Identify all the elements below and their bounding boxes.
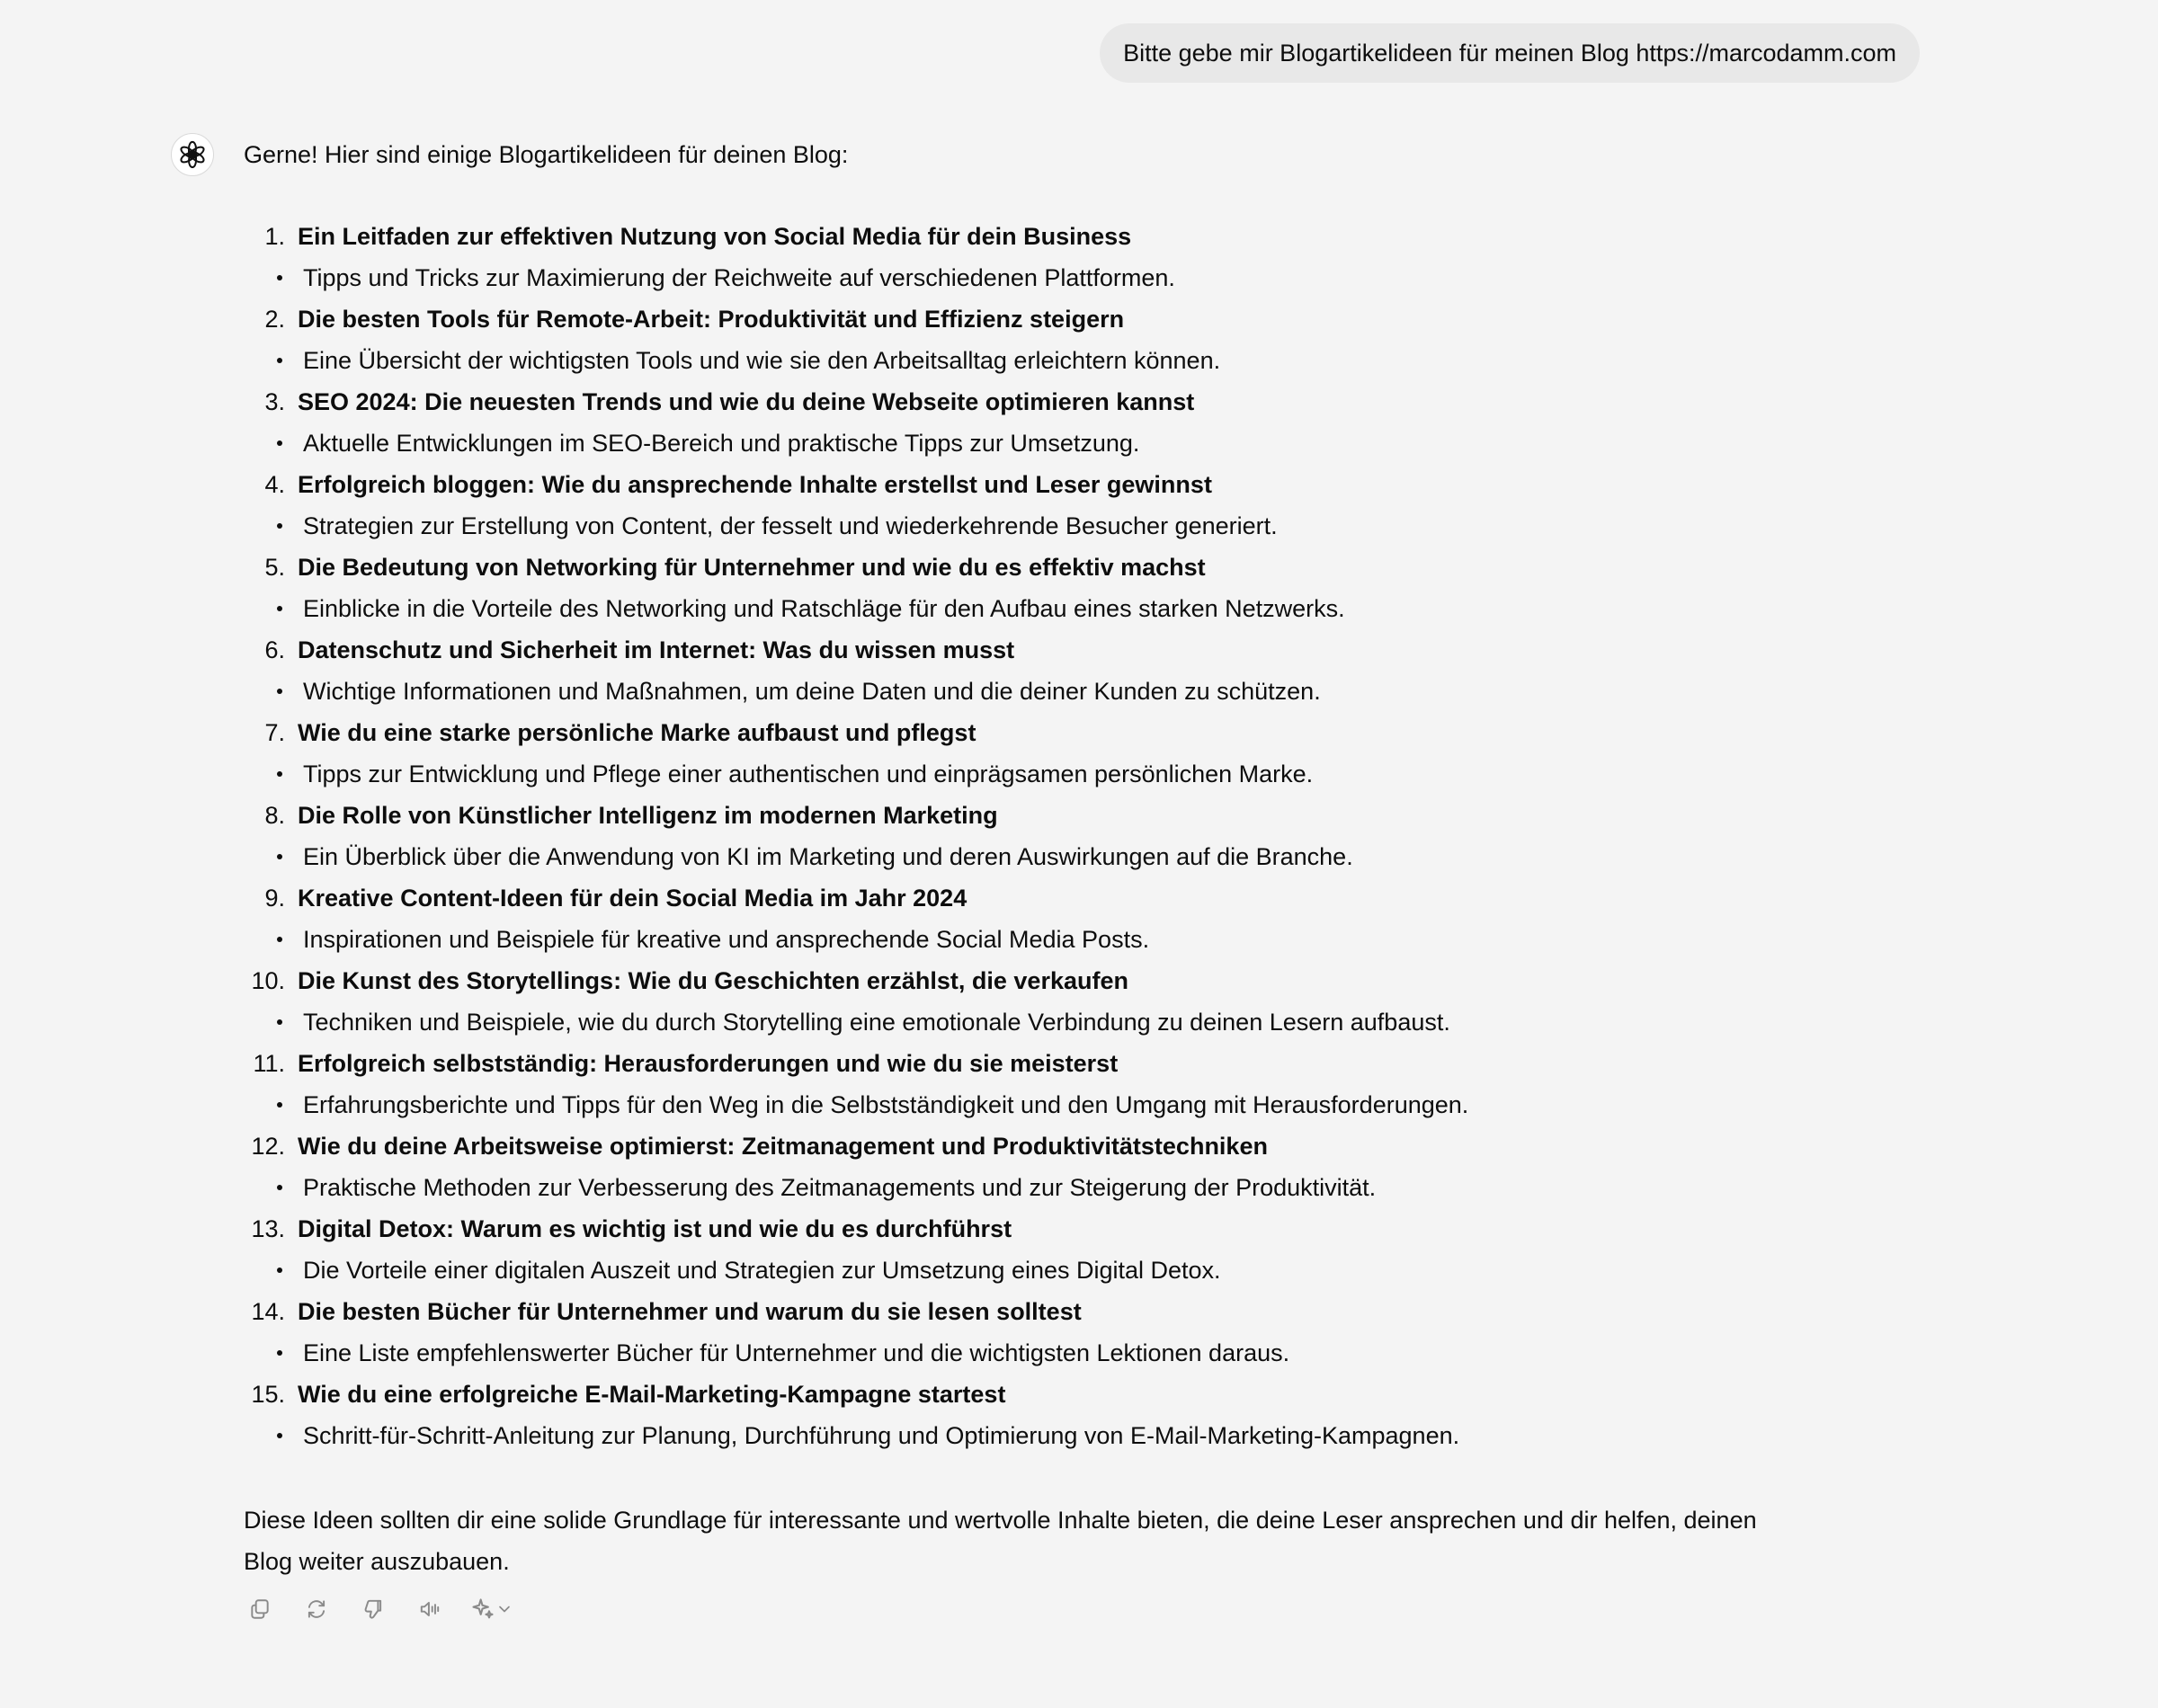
idea-item [244,712,1808,753]
idea-title: Die Bedeutung von Networking für Unternehmer und wie du es effektiv machst [298,554,1206,581]
bullet-dot [277,606,282,611]
idea-title: Wie du eine starke persönliche Marke aufbaust und pflegst [298,719,976,746]
idea-description: Strategien zur Erstellung von Content, der fesselt und wiederkehrende Besucher generiert. [303,512,1278,539]
idea-item [244,1374,1808,1415]
idea-title: Wie du eine erfolgreiche E-Mail-Marketing-Kampagne startest [298,1381,1006,1408]
idea-title: Digital Detox: Warum es wichtig ist und wie du es durchführst [298,1215,1012,1242]
idea-description-item [244,505,1808,547]
read-aloud-button[interactable] [414,1593,446,1625]
idea-item [244,464,1808,505]
bullet-dot [277,854,282,859]
idea-description-item [244,1250,1808,1291]
idea-description: Die Vorteile einer digitalen Auszeit und Strategien zur Umsetzung eines Digital Detox. [303,1257,1221,1284]
assistant-message [244,133,1808,1582]
idea-description: Techniken und Beispiele, wie du durch Storytelling eine emotionale Verbindung zu deinen Lesern aufbaust. [303,1009,1450,1036]
chevron-down-icon [495,1600,513,1618]
idea-description-item [244,1167,1808,1208]
idea-title: Datenschutz und Sicherheit im Internet: Was du wissen musst [298,636,1015,663]
speaker-icon [418,1597,441,1621]
refresh-icon [305,1597,328,1621]
copy-icon [248,1597,272,1621]
bullet-dot [277,1350,282,1356]
assistant-intro: Gerne! Hier sind einige Blogartikelideen für deinen Blog: [244,141,849,168]
idea-title: Die besten Tools für Remote-Arbeit: Produktivität und Effizienz steigern [298,306,1125,333]
idea-title: Die Kunst des Storytellings: Wie du Geschichten erzählst, die verkaufen [298,967,1128,994]
user-message-text: Bitte gebe mir Blogartikelideen für meinen Blog https://marcodamm.com [1123,40,1896,67]
idea-title: Erfolgreich selbstständig: Herausforderungen und wie du sie meisterst [298,1050,1119,1077]
idea-title: Die Rolle von Künstlicher Intelligenz im modernen Marketing [298,802,998,829]
idea-number: 3. [264,388,285,415]
bullet-dot [277,523,282,529]
idea-item [244,1125,1808,1167]
idea-title: Kreative Content-Ideen für dein Social Media im Jahr 2024 [298,885,968,912]
bullet-dot [277,1268,282,1273]
bullet-dot [277,440,282,446]
thumbs-down-button[interactable] [357,1593,389,1625]
idea-description: Inspirationen und Beispiele für kreative und ansprechende Social Media Posts. [303,926,1150,953]
idea-description: Eine Übersicht der wichtigsten Tools und wie sie den Arbeitsalltag erleichtern können. [303,347,1221,374]
idea-description: Praktische Methoden zur Verbesserung des Zeitmanagements und zur Steigerung der Produktivität. [303,1174,1377,1201]
idea-description: Tipps und Tricks zur Maximierung der Reichweite auf verschiedenen Plattformen. [303,264,1175,291]
bullet-dot [277,937,282,942]
idea-number: 5. [264,554,285,581]
idea-item [244,629,1808,671]
assistant-avatar [171,133,214,176]
idea-number: 8. [264,802,285,829]
idea-item [244,1291,1808,1332]
idea-description: Tipps zur Entwicklung und Pflege einer authentischen und einprägsamen persönlichen Marke. [303,761,1314,787]
idea-item [244,877,1808,919]
idea-description-item [244,1332,1808,1374]
idea-item [244,1043,1808,1084]
bullet-dot [277,1019,282,1025]
idea-description-item [244,1415,1808,1456]
bullet-dot [277,689,282,694]
idea-description-item [244,836,1808,877]
idea-description-item [244,423,1808,464]
idea-title: Die besten Bücher für Unternehmer und warum du sie lesen solltest [298,1298,1082,1325]
idea-description-item [244,1001,1808,1043]
idea-number: 2. [264,306,285,333]
assistant-outro: Diese Ideen sollten dir eine solide Grundlage für interessante und wertvolle Inhalte bieten, die deine Leser ansprechen und dir helfen, deinen Blog weiter auszubauen. [244,1507,1757,1575]
idea-item [244,960,1808,1001]
idea-description-item [244,753,1808,795]
idea-title: Erfolgreich bloggen: Wie du ansprechende Inhalte erstellst und Leser gewinnst [298,471,1212,498]
idea-description: Erfahrungsberichte und Tipps für den Weg in die Selbstständigkeit und den Umgang mit Herausforderungen. [303,1091,1469,1118]
idea-number: 9. [264,885,285,912]
idea-title: Ein Leitfaden zur effektiven Nutzung von Social Media für dein Business [298,223,1132,250]
idea-description-item [244,919,1808,960]
idea-number: 10. [251,967,285,994]
idea-description: Schritt-für-Schritt-Anleitung zur Planung, Durchführung und Optimierung von E-Mail-Marketing-Kampagnen. [303,1422,1460,1449]
idea-number: 14. [251,1298,285,1325]
idea-description: Wichtige Informationen und Maßnahmen, um deine Daten und die deiner Kunden zu schützen. [303,678,1321,705]
idea-item [244,298,1808,340]
idea-number: 7. [264,719,285,746]
idea-item [244,216,1808,257]
bullet-dot [277,275,282,280]
bullet-dot [277,771,282,777]
bullet-dot [277,1433,282,1438]
bullet-dot [277,1185,282,1190]
idea-number: 11. [253,1050,285,1077]
bullet-dot [277,1102,282,1108]
idea-title: Wie du deine Arbeitsweise optimierst: Zeitmanagement und Produktivitätstechniken [298,1133,1268,1160]
idea-item [244,381,1808,423]
idea-number: 4. [264,471,285,498]
bullet-dot [277,358,282,363]
idea-description-item [244,340,1808,381]
idea-number: 1. [264,223,285,250]
idea-description: Eine Liste empfehlenswerter Bücher für Unternehmer und die wichtigsten Lektionen daraus. [303,1339,1290,1366]
openai-logo-icon [178,140,207,169]
idea-number: 6. [264,636,285,663]
idea-description-item [244,1084,1808,1125]
idea-description: Aktuelle Entwicklungen im SEO-Bereich und praktische Tipps zur Umsetzung. [303,430,1140,457]
idea-number: 13. [251,1215,285,1242]
idea-description-item [244,671,1808,712]
idea-description-item [244,588,1808,629]
user-message-bubble [1100,23,1920,83]
idea-item [244,1208,1808,1250]
idea-item [244,795,1808,836]
message-actions [244,1593,530,1625]
thumbs-down-icon [361,1597,385,1621]
idea-description: Ein Überblick über die Anwendung von KI im Marketing und deren Auswirkungen auf die Branche. [303,843,1353,870]
idea-title: SEO 2024: Die neuesten Trends und wie du deine Webseite optimieren kannst [298,388,1195,415]
idea-description: Einblicke in die Vorteile des Networking und Ratschläge für den Aufbau eines starken Netzwerks. [303,595,1345,622]
idea-item [244,547,1808,588]
idea-description-item [244,257,1808,298]
model-switch-button[interactable] [470,1593,530,1625]
ideas-list [244,216,1808,1456]
sparkle-icon [470,1597,495,1622]
copy-button[interactable] [244,1593,276,1625]
idea-number: 15. [251,1381,285,1408]
idea-number: 12. [251,1133,285,1160]
regenerate-button[interactable] [300,1593,333,1625]
